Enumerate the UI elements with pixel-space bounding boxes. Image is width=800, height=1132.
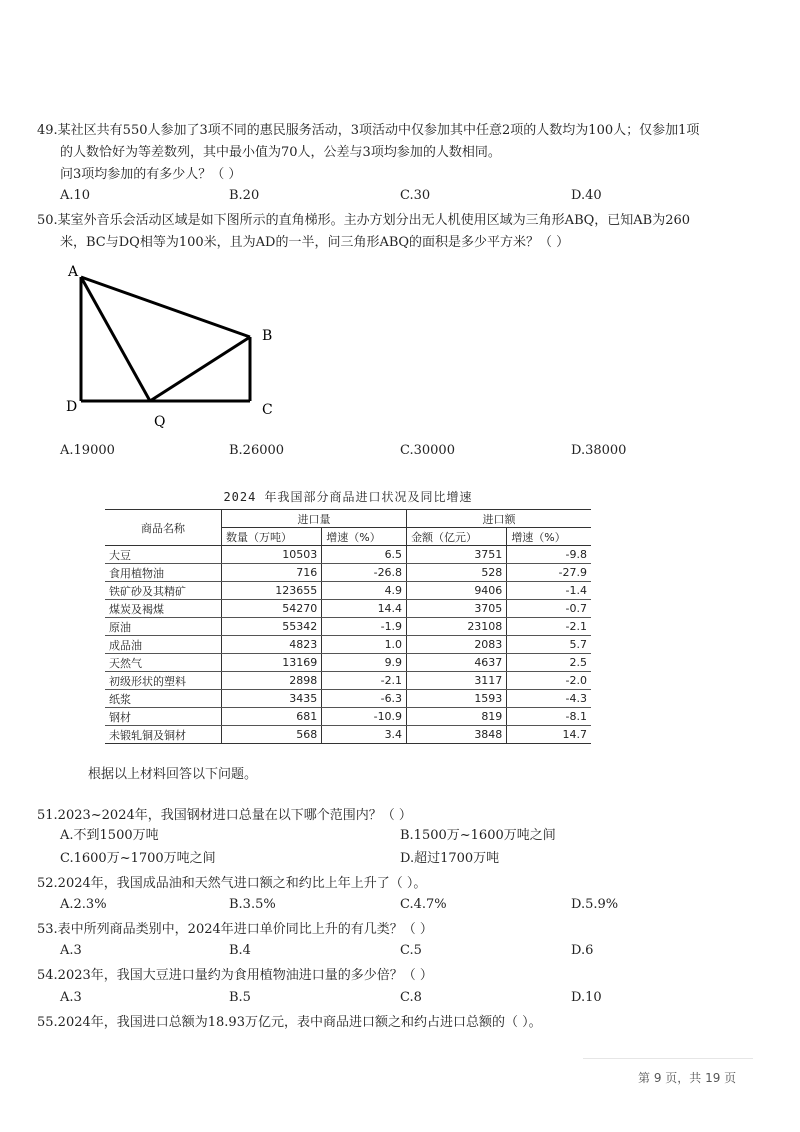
q49-line3: 问3项均参加的有多少人？（ ） [60,167,242,182]
q55-text: 55.2024年，我国进口总额为18.93万亿元，表中商品进口额之和约占进口总额的（ ）。 [37,1015,542,1030]
table-cell-value: 9406 [407,582,507,600]
table-cell-value: 14.4 [322,600,407,618]
q50-option-b[interactable]: B.26000 [229,443,285,458]
table-cell-name: 大豆 [105,546,222,564]
table-cell-name: 食用植物油 [105,564,222,582]
table-row [105,600,591,618]
table-row [105,546,591,564]
import-table [105,509,591,744]
q54-option-b[interactable]: B.5 [229,990,251,1005]
table-row [105,726,591,744]
q50-option-d[interactable]: D.38000 [571,443,627,458]
table-cell-value: 2.5 [507,654,591,672]
table-cell-value: -9.8 [507,546,591,564]
table-cell-name: 天然气 [105,654,222,672]
q53-option-d[interactable]: D.6 [571,943,594,958]
q49-option-b[interactable]: B.20 [229,188,260,203]
table-cell-name: 钢材 [105,708,222,726]
table-cell-value: 4.9 [322,582,407,600]
q51-text: 51.2023~2024年，我国钢材进口总量在以下哪个范围内？（ ） [37,808,412,823]
table-cell-value: 3751 [407,546,507,564]
table-cell-value: -4.3 [507,690,591,708]
table-row [105,690,591,708]
table-cell-value: 3117 [407,672,507,690]
table-cell-value: -2.0 [507,672,591,690]
instruction-text: 根据以上材料回答以下问题。 [88,767,258,782]
table-row [105,672,591,690]
table-cell-value: 4637 [407,654,507,672]
table-cell-value: 819 [407,708,507,726]
q54-option-c[interactable]: C.8 [400,990,422,1005]
table-cell-value: 4823 [222,636,322,654]
col-header-volume: 进口量 [222,510,407,528]
q52-option-c[interactable]: C.4.7% [400,897,447,912]
table-cell-value: 3705 [407,600,507,618]
q52-option-b[interactable]: B.3.5% [229,897,276,912]
q52-text: 52.2024年，我国成品油和天然气进口额之和约比上年上升了（ ）。 [37,876,427,891]
q50-line1: 50.某室外音乐会活动区域是如下图所示的直角梯形。主办方划分出无人机使用区域为三角形ABQ，已知AB为260 [37,213,691,228]
q49-option-a[interactable]: A.10 [60,188,91,203]
table-cell-value: 2898 [222,672,322,690]
trapezoid-figure [60,258,290,433]
label-q: Q [154,414,166,430]
table-cell-value: -2.1 [507,618,591,636]
q50-option-c[interactable]: C.30000 [400,443,455,458]
table-cell-value: 528 [407,564,507,582]
table-cell-value: 6.5 [322,546,407,564]
table-cell-value: 54270 [222,600,322,618]
table-cell-value: 3848 [407,726,507,744]
q54-text: 54.2023年，我国大豆进口量约为食用植物油进口量的多少倍？（ ） [37,968,433,983]
edge-ab [81,277,250,337]
table-cell-value: 568 [222,726,322,744]
table-cell-name: 原油 [105,618,222,636]
col-header-name: 商品名称 [105,510,222,546]
q50-line2: 米，BC与DQ相等为100米，且为AD的一半，问三角形ABQ的面积是多少平方米？（ ） [60,235,570,250]
table-cell-value: -10.9 [322,708,407,726]
table-cell-value: -1.4 [507,582,591,600]
label-c: C [262,402,273,418]
table-cell-value: 14.7 [507,726,591,744]
table-cell-value: 9.9 [322,654,407,672]
table-row [105,564,591,582]
q53-option-a[interactable]: A.3 [60,943,82,958]
table-cell-value: -2.1 [322,672,407,690]
table-cell-value: -6.3 [322,690,407,708]
q53-option-c[interactable]: C.5 [400,943,422,958]
sub-header-amount: 金额（亿元） [407,528,507,546]
sub-header-amt-growth: 增速（%） [507,528,591,546]
sub-header-qty-growth: 增速（%） [322,528,407,546]
table-cell-value: 716 [222,564,322,582]
table-cell-value: 1.0 [322,636,407,654]
table-cell-value: 3435 [222,690,322,708]
table-cell-value: -8.1 [507,708,591,726]
table-cell-value: 13169 [222,654,322,672]
q49-option-d[interactable]: D.40 [571,188,602,203]
q54-option-d[interactable]: D.10 [571,990,602,1005]
table-row [105,708,591,726]
edge-aq [81,277,150,401]
table-row [105,654,591,672]
label-d: D [66,399,78,415]
table-cell-name: 成品油 [105,636,222,654]
q49-line2: 的人数恰好为等差数列，其中最小值为70人，公差与3项均参加的人数相同。 [60,145,501,160]
q49-line1: 49.某社区共有550人参加了3项不同的惠民服务活动，3项活动中仅参加其中任意2项的人数均为100人；仅参加1项 [37,123,700,138]
table-cell-value: -26.8 [322,564,407,582]
table-cell-name: 铁矿砂及其精矿 [105,582,222,600]
table-cell-value: 10503 [222,546,322,564]
q51-option-a[interactable]: A.不到1500万吨 [60,828,159,843]
table-cell-name: 初级形状的塑料 [105,672,222,690]
table-cell-value: 1593 [407,690,507,708]
page-number: 第 9 页，共 19 页 [638,1071,737,1085]
q54-option-a[interactable]: A.3 [60,990,82,1005]
table-cell-value: -0.7 [507,600,591,618]
footer-divider [583,1058,753,1059]
label-a: A [68,264,79,280]
q52-option-d[interactable]: D.5.9% [571,897,619,912]
q51-option-c[interactable]: C.1600万~1700万吨之间 [60,851,216,866]
table-cell-value: 55342 [222,618,322,636]
table-cell-value: 681 [222,708,322,726]
table-row [105,582,591,600]
table-row [105,636,591,654]
label-b: B [262,328,273,344]
table-cell-value: -27.9 [507,564,591,582]
q53-option-b[interactable]: B.4 [229,943,251,958]
q52-option-a[interactable]: A.2.3% [60,897,107,912]
table-row [105,618,591,636]
table-cell-value: 3.4 [322,726,407,744]
table-cell-value: 2083 [407,636,507,654]
table-cell-value: -1.9 [322,618,407,636]
q50-option-a[interactable]: A.19000 [60,443,115,458]
table-title: 2024 年我国部分商品进口状况及同比增速 [223,490,473,504]
table-cell-value: 123655 [222,582,322,600]
table-cell-value: 23108 [407,618,507,636]
table-cell-name: 纸浆 [105,690,222,708]
edge-qb [150,337,250,401]
q51-option-d[interactable]: D.超过1700万吨 [400,851,500,866]
q49-option-c[interactable]: C.30 [400,188,431,203]
q53-text: 53.表中所列商品类别中，2024年进口单价同比上升的有几类？（ ） [37,922,433,937]
table-cell-name: 煤炭及褐煤 [105,600,222,618]
q51-option-b[interactable]: B.1500万~1600万吨之间 [400,828,556,843]
col-header-value: 进口额 [407,510,591,528]
sub-header-quantity: 数量（万吨） [222,528,322,546]
table-cell-value: 5.7 [507,636,591,654]
table-cell-name: 未锻轧铜及铜材 [105,726,222,744]
